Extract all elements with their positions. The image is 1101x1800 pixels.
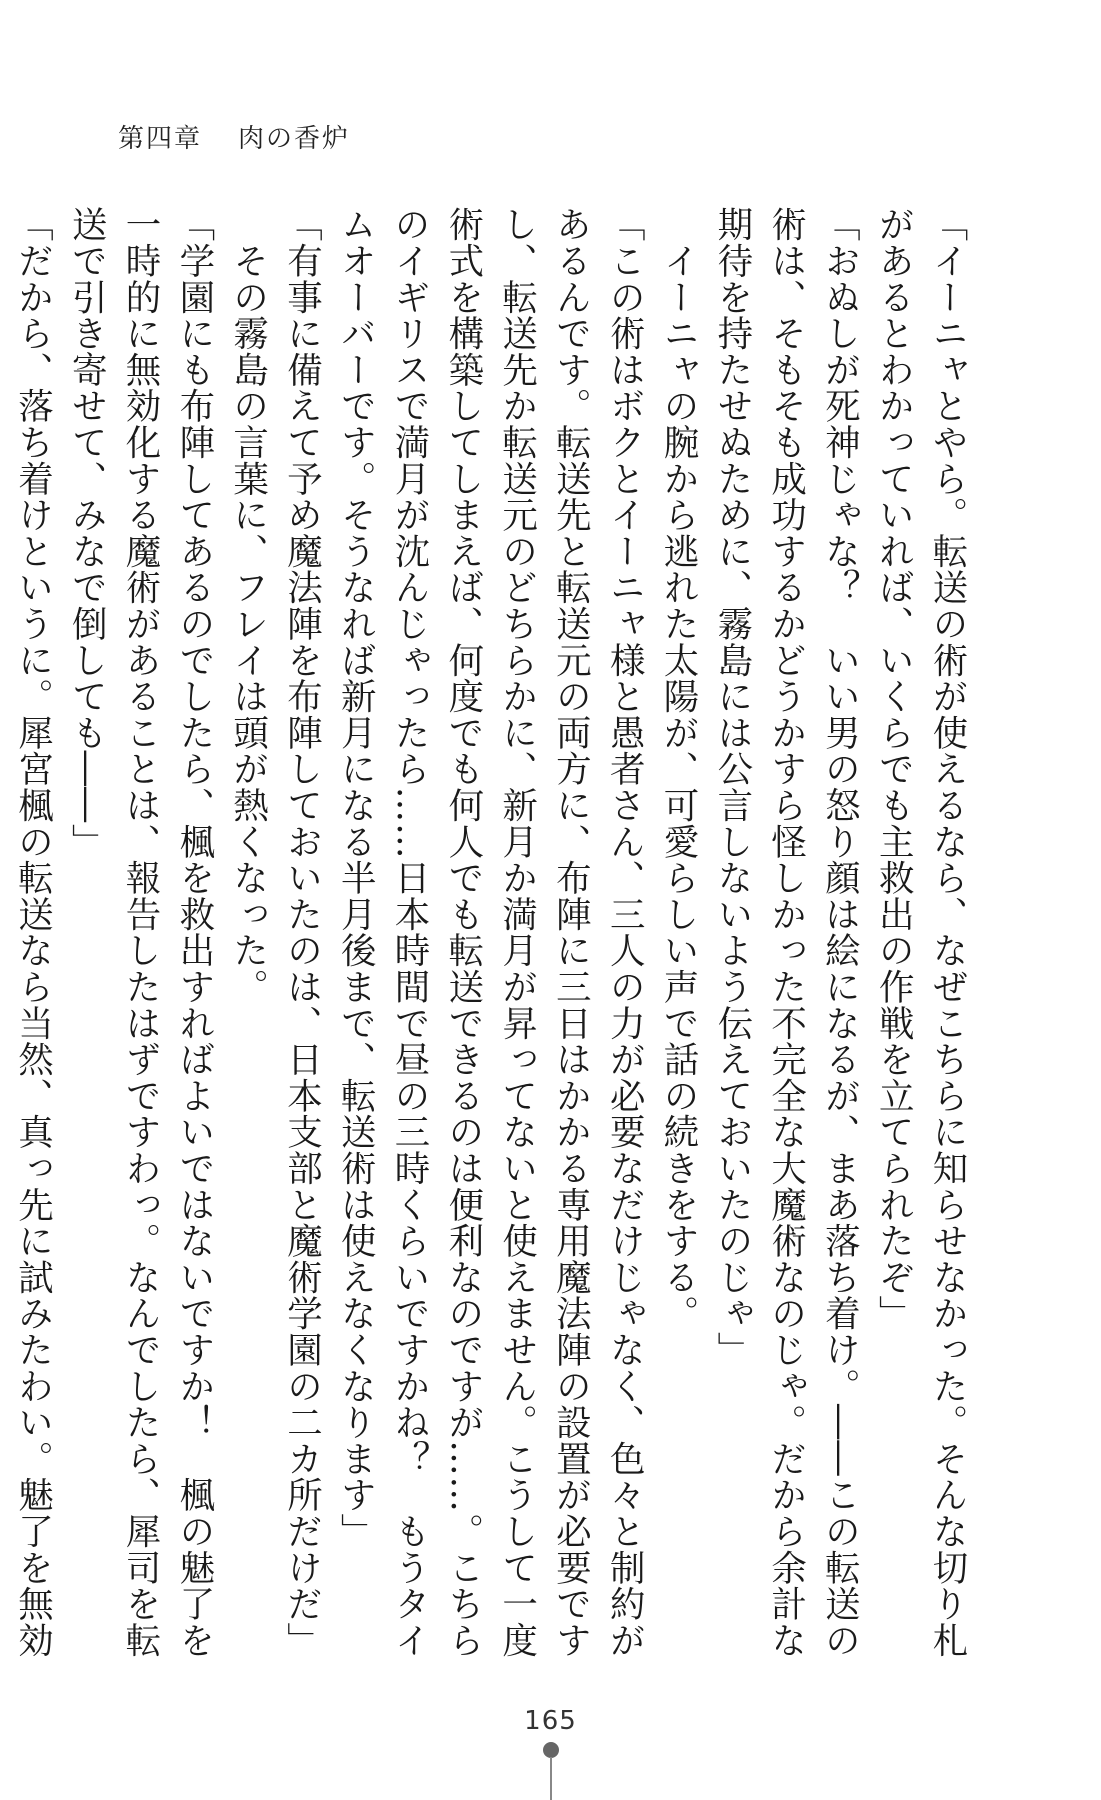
- text-line: 「だから、落ち着けというに。犀宮楓の転送なら当然、真っ先に試みたわい。魅了を無効: [12, 206, 54, 1658]
- page-number: 165: [524, 1706, 577, 1736]
- folio-dot-icon: [543, 1742, 559, 1758]
- text-line: のイギリスで満月が沈んじゃったら……日本時間で昼の三時くらいですかね？ もうタイ: [389, 206, 431, 1658]
- body-text: [12, 206, 974, 1658]
- text-line: 「おぬしが死神じゃな？ いい男の怒り顔は絵になるが、まあ落ち着け。――この転送の: [819, 206, 861, 1658]
- folio-divider: [550, 1757, 552, 1800]
- text-line: があるとわかっていれば、いくらでも主救出の作戦を立てられたぞ」: [873, 206, 915, 1332]
- text-line: 送で引き寄せて、みなで倒しても――」: [66, 206, 108, 860]
- running-head: [118, 118, 350, 155]
- text-line: 「学園にも布陣してあるのでしたら、楓を救出すればよいではないですか！ 楓の魅了を: [173, 206, 215, 1658]
- text-line: その霧島の言葉に、フレイは頭が熱くなった。: [227, 206, 269, 1005]
- text-line: し、転送先か転送元のどちらかに、新月か満月が昇ってないと使えません。こうして一度: [496, 206, 538, 1658]
- text-line: あるんです。転送先と転送元の両方に、布陣に三日はかかる専用魔法陣の設置が必要です: [550, 206, 592, 1658]
- text-line: 術は、そもそも成功するかどうかすら怪しかった不完全な大魔術なのじゃ。だから余計な: [765, 206, 807, 1658]
- text-line: 「イーニャとやら。転送の術が使えるなら、なぜこちらに知らせなかった。そんな切り札: [927, 206, 968, 1658]
- text-line: 期待を持たせぬために、霧島には公言しないよう伝えておいたのじゃ」: [711, 206, 753, 1368]
- text-line: 「この術はボクとイーニャ様と愚者さん、三人の力が必要なだけじゃなく、色々と制約が: [604, 206, 646, 1658]
- text-line: 術式を構築してしまえば、何度でも何人でも転送できるのは便利なのですが……。こちら: [442, 206, 484, 1658]
- text-line: 「有事に備えて予め魔法陣を布陣しておいたのは、日本支部と魔術学園の二カ所だけだ」: [281, 206, 323, 1658]
- text-line: 一時的に無効化する魔術があることは、報告したはずですわっ。なんでしたら、犀司を転: [120, 206, 162, 1658]
- chapter-label: 第四章: [118, 124, 203, 154]
- text-line: ムオーバーです。そうなれば新月になる半月後まで、転送術は使えなくなります」: [335, 206, 377, 1550]
- chapter-title: 肉の香炉: [238, 124, 351, 154]
- text-line: イーニャの腕から逃れた太陽が、可愛らしい声で話の続きをする。: [658, 206, 700, 1332]
